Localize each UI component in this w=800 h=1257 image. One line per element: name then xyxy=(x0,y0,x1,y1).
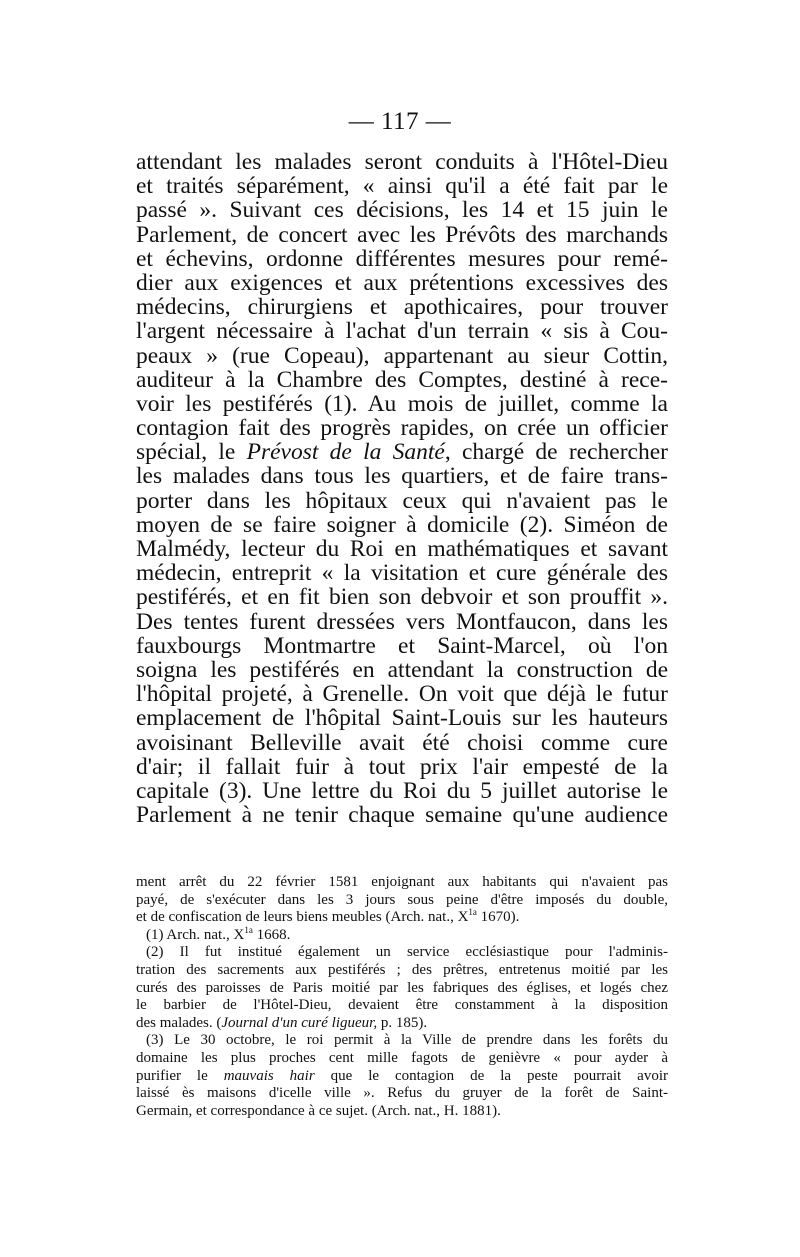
text-segment: 1668. xyxy=(252,926,291,943)
text-segment: des malades. ( xyxy=(136,1014,222,1031)
text-line-with-italic xyxy=(136,440,668,464)
text-segment: que le contagion de la peste pourrait avoir xyxy=(314,1067,668,1084)
text-line: et échevins, ordonne différentes mesures pour remé- xyxy=(136,245,668,272)
footnote-3-line: (3) Le 30 octobre, le roi permit à la Ville de prendre dans les forêts du xyxy=(146,1032,668,1049)
footnote-3-line xyxy=(136,1068,668,1086)
text-line: pestiférés, et en fit bien son debvoir et son prouffit ». xyxy=(136,584,668,611)
text-line: Parlement à ne tenir chaque semaine qu'une audience xyxy=(136,802,668,829)
text-line: moyen de se faire soigner à domicile (2). Siméon de xyxy=(136,511,668,538)
text-line: avoisinant Belleville avait été choisi comme cure xyxy=(136,729,668,756)
footnote-1 xyxy=(136,924,668,945)
footnote-3-line: Germain, et correspondance à ce sujet. (Arch. nat., H. 1881). xyxy=(136,1102,501,1119)
text-line: les malades dans tous les quartiers, et de faire trans- xyxy=(136,463,668,490)
text-line: porter dans les hôpitaux ceux qui n'avaient pas le xyxy=(136,487,668,514)
text-segment: spécial, le xyxy=(136,439,247,466)
footnote-2-line: tration des sacrements aux pestiférés ; des prêtres, entretenus moitié par les xyxy=(136,961,668,978)
text-segment: p. 185). xyxy=(377,1014,428,1031)
italic-title: Prévost de la Santé xyxy=(246,439,445,466)
text-line: médecin, entreprit « la visitation et cure générale des xyxy=(136,560,668,587)
footnote-3-line: laissé ès maisons d'icelle ville ». Refus du gruyer de la forêt de Saint- xyxy=(136,1085,668,1102)
text-segment: , chargé de rechercher xyxy=(444,439,668,466)
text-line: Parlement, de concert avec les Prévôts des marchands xyxy=(136,221,668,248)
superscript: 1a xyxy=(244,924,253,935)
italic-phrase: mauvais hair xyxy=(223,1067,315,1084)
footnote-2-line xyxy=(136,1015,668,1033)
text-segment: purifier le xyxy=(136,1067,224,1084)
footnote-2-line: curés des paroisses de Paris moitié par les fabriques des églises, et logés chez xyxy=(136,979,668,996)
superscript: 1a xyxy=(468,907,477,918)
text-line: Des tentes furent dressées vers Montfaucon, dans les xyxy=(136,608,668,635)
text-line: fauxbourgs Montmartre et Saint-Marcel, où l'on xyxy=(136,632,668,659)
text-segment: 1670). xyxy=(476,909,520,926)
italic-title: Journal d'un curé ligueur, xyxy=(221,1014,378,1031)
text-line: soigna les pestiférés en attendant la construction de xyxy=(136,656,668,683)
text-line: capitale (3). Une lettre du Roi du 5 juillet autorise le xyxy=(136,777,668,804)
main-text xyxy=(136,150,668,827)
text-line: voir les pestiférés (1). Au mois de juillet, comme la xyxy=(136,390,668,417)
footnote-line xyxy=(136,909,668,927)
footnotes xyxy=(136,874,668,1120)
text-line: attendant les malades seront conduits à l'Hôtel-Dieu xyxy=(136,149,668,175)
page-number: — 117 — xyxy=(348,108,452,135)
footnote-3-line: domaine les plus proches cent mille fagots de genièvre « pour ayder à xyxy=(136,1049,668,1066)
text-segment: (1) Arch. nat., X xyxy=(146,926,245,943)
text-line: l'hôpital projeté, à Grenelle. On voit que déjà le futur xyxy=(136,681,668,708)
text-line: dier aux exigences et aux prétentions excessives des xyxy=(136,269,668,296)
text-line: Malmédy, lecteur du Roi en mathématiques et savant xyxy=(136,536,668,562)
text-line: contagion fait des progrès rapides, on crée un officier xyxy=(136,415,668,442)
text-line: médecins, chirurgiens et apothicaires, pour trouver xyxy=(136,294,668,321)
text-line: l'argent nécessaire à l'achat d'un terrain « sis à Cou- xyxy=(136,318,668,345)
footnote-line: payé, de s'exécuter dans les 3 jours sous peine d'être imposés du double, xyxy=(136,891,668,908)
text-line: peaux » (rue Copeau), appartenant au sieur Cottin, xyxy=(136,342,668,369)
text-segment: et de confiscation de leurs biens meubles (Arch. nat., X xyxy=(136,909,469,926)
footnote-line: ment arrêt du 22 février 1581 enjoignant aux habitants qui n'avaient pas xyxy=(136,874,668,890)
text-line: auditeur à la Chambre des Comptes, destiné à rece- xyxy=(136,366,668,393)
text-line: passé ». Suivant ces décisions, les 14 et 15 juin le xyxy=(136,197,668,224)
text-line: et traités séparément, « ainsi qu'il a été fait par le xyxy=(136,173,668,200)
text-line: d'air; il fallait fuir à tout prix l'air empesté de la xyxy=(136,753,668,780)
footnote-2-line: le barbier de l'Hôtel-Dieu, devaient être constamment à la disposition xyxy=(136,997,668,1014)
text-line: emplacement de l'hôpital Saint-Louis sur les hauteurs xyxy=(136,705,668,732)
footnote-2-line: (2) Il fut institué également un service ecclésiastique pour l'adminis- xyxy=(146,944,668,961)
